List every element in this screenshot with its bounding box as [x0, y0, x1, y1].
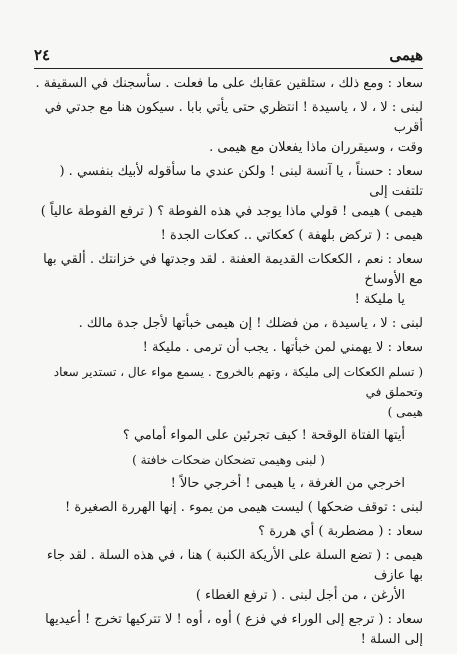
dialogue-line: اخرجي من الغرفة ، يا هيمى ! أخرجي حالاً !: [170, 476, 405, 491]
header-rule: [34, 68, 423, 69]
dialogue-line: سعاد : ( ترجع إلى الوراء في فزع ) أوه ، أوه ! لا تتركيها تخرج ! أعيديها إلى السلة !: [45, 612, 423, 647]
dialogue-line: أيتها الفتاة الوقحة ! كيف تجرئين على المواء أمامي ؟: [122, 428, 405, 443]
dialogue-line: هيمى : ( تركض بلهفة ) كعكاتي .. كعكات الجدة !: [160, 228, 423, 243]
page-header: [34, 46, 423, 68]
dialogue-line: سعاد : حسناً ، يا آنسة لبنى ! ولكن عندي ما سأقوله لأبيك بنفسي . ( تلتفت إلى هيمى ) هيمى ! قولي ماذا يوجد في هذه الفوطة ؟ ( ترفع الفوطة عالياً ): [40, 164, 423, 219]
dialogue-line: لبنى : لا ، لا ، ياسيدة ! انتظري حتى يأتي بابا . سيكون هنا مع جدتي في أقرب وقت ، وسيقرران ماذا يفعلان مع هيمى .: [44, 100, 423, 155]
dialogue-line: سعاد : ( مضطربة ) أي هررة ؟: [258, 524, 423, 539]
dialogue-line: لبنى : توقف ضحكها ) ليست هيمى من يموء . إنها الهررة الصغيرة !: [65, 500, 423, 515]
dialogue-line: سعاد : ومع ذلك ، ستلقين عقابك على ما فعلت . سأسجنك في السقيفة .: [35, 76, 423, 91]
dialogue-line: لبنى : لا ، ياسيدة ، من فضلك ! إن هيمى خبأتها لأجل جدة مالك .: [78, 316, 423, 331]
page-number: ٢٤: [34, 46, 51, 64]
play-text: [34, 74, 423, 654]
stage-direction: ( تسلم الكعكات إلى مليكة ، وتهم بالخروج . يسمع مواء عال ، تستدير سعاد وتحملق في هيمى ): [53, 365, 423, 419]
dialogue-line: سعاد : لا يهمني لمن خبأتها . يجب أن ترمى . مليكة !: [142, 340, 423, 355]
dialogue-line: سعاد : نعم ، الكعكات القديمة العفنة . لقد وجدتها في خزانتك . ألقي بها مع الأوساخ يا مليكة !: [43, 252, 423, 307]
dialogue-line: هيمى : ( تضع السلة على الأريكة الكنبة ) هنا ، في هذه السلة . لقد جاء بها عازف الأرغن ، من أجل لبنى . ( ترفع الغطاء ): [46, 548, 423, 603]
stage-direction: ( لبنى وهيمى تضحكان ضحكات خافتة ): [132, 453, 325, 467]
running-title: هيمى: [389, 46, 423, 64]
